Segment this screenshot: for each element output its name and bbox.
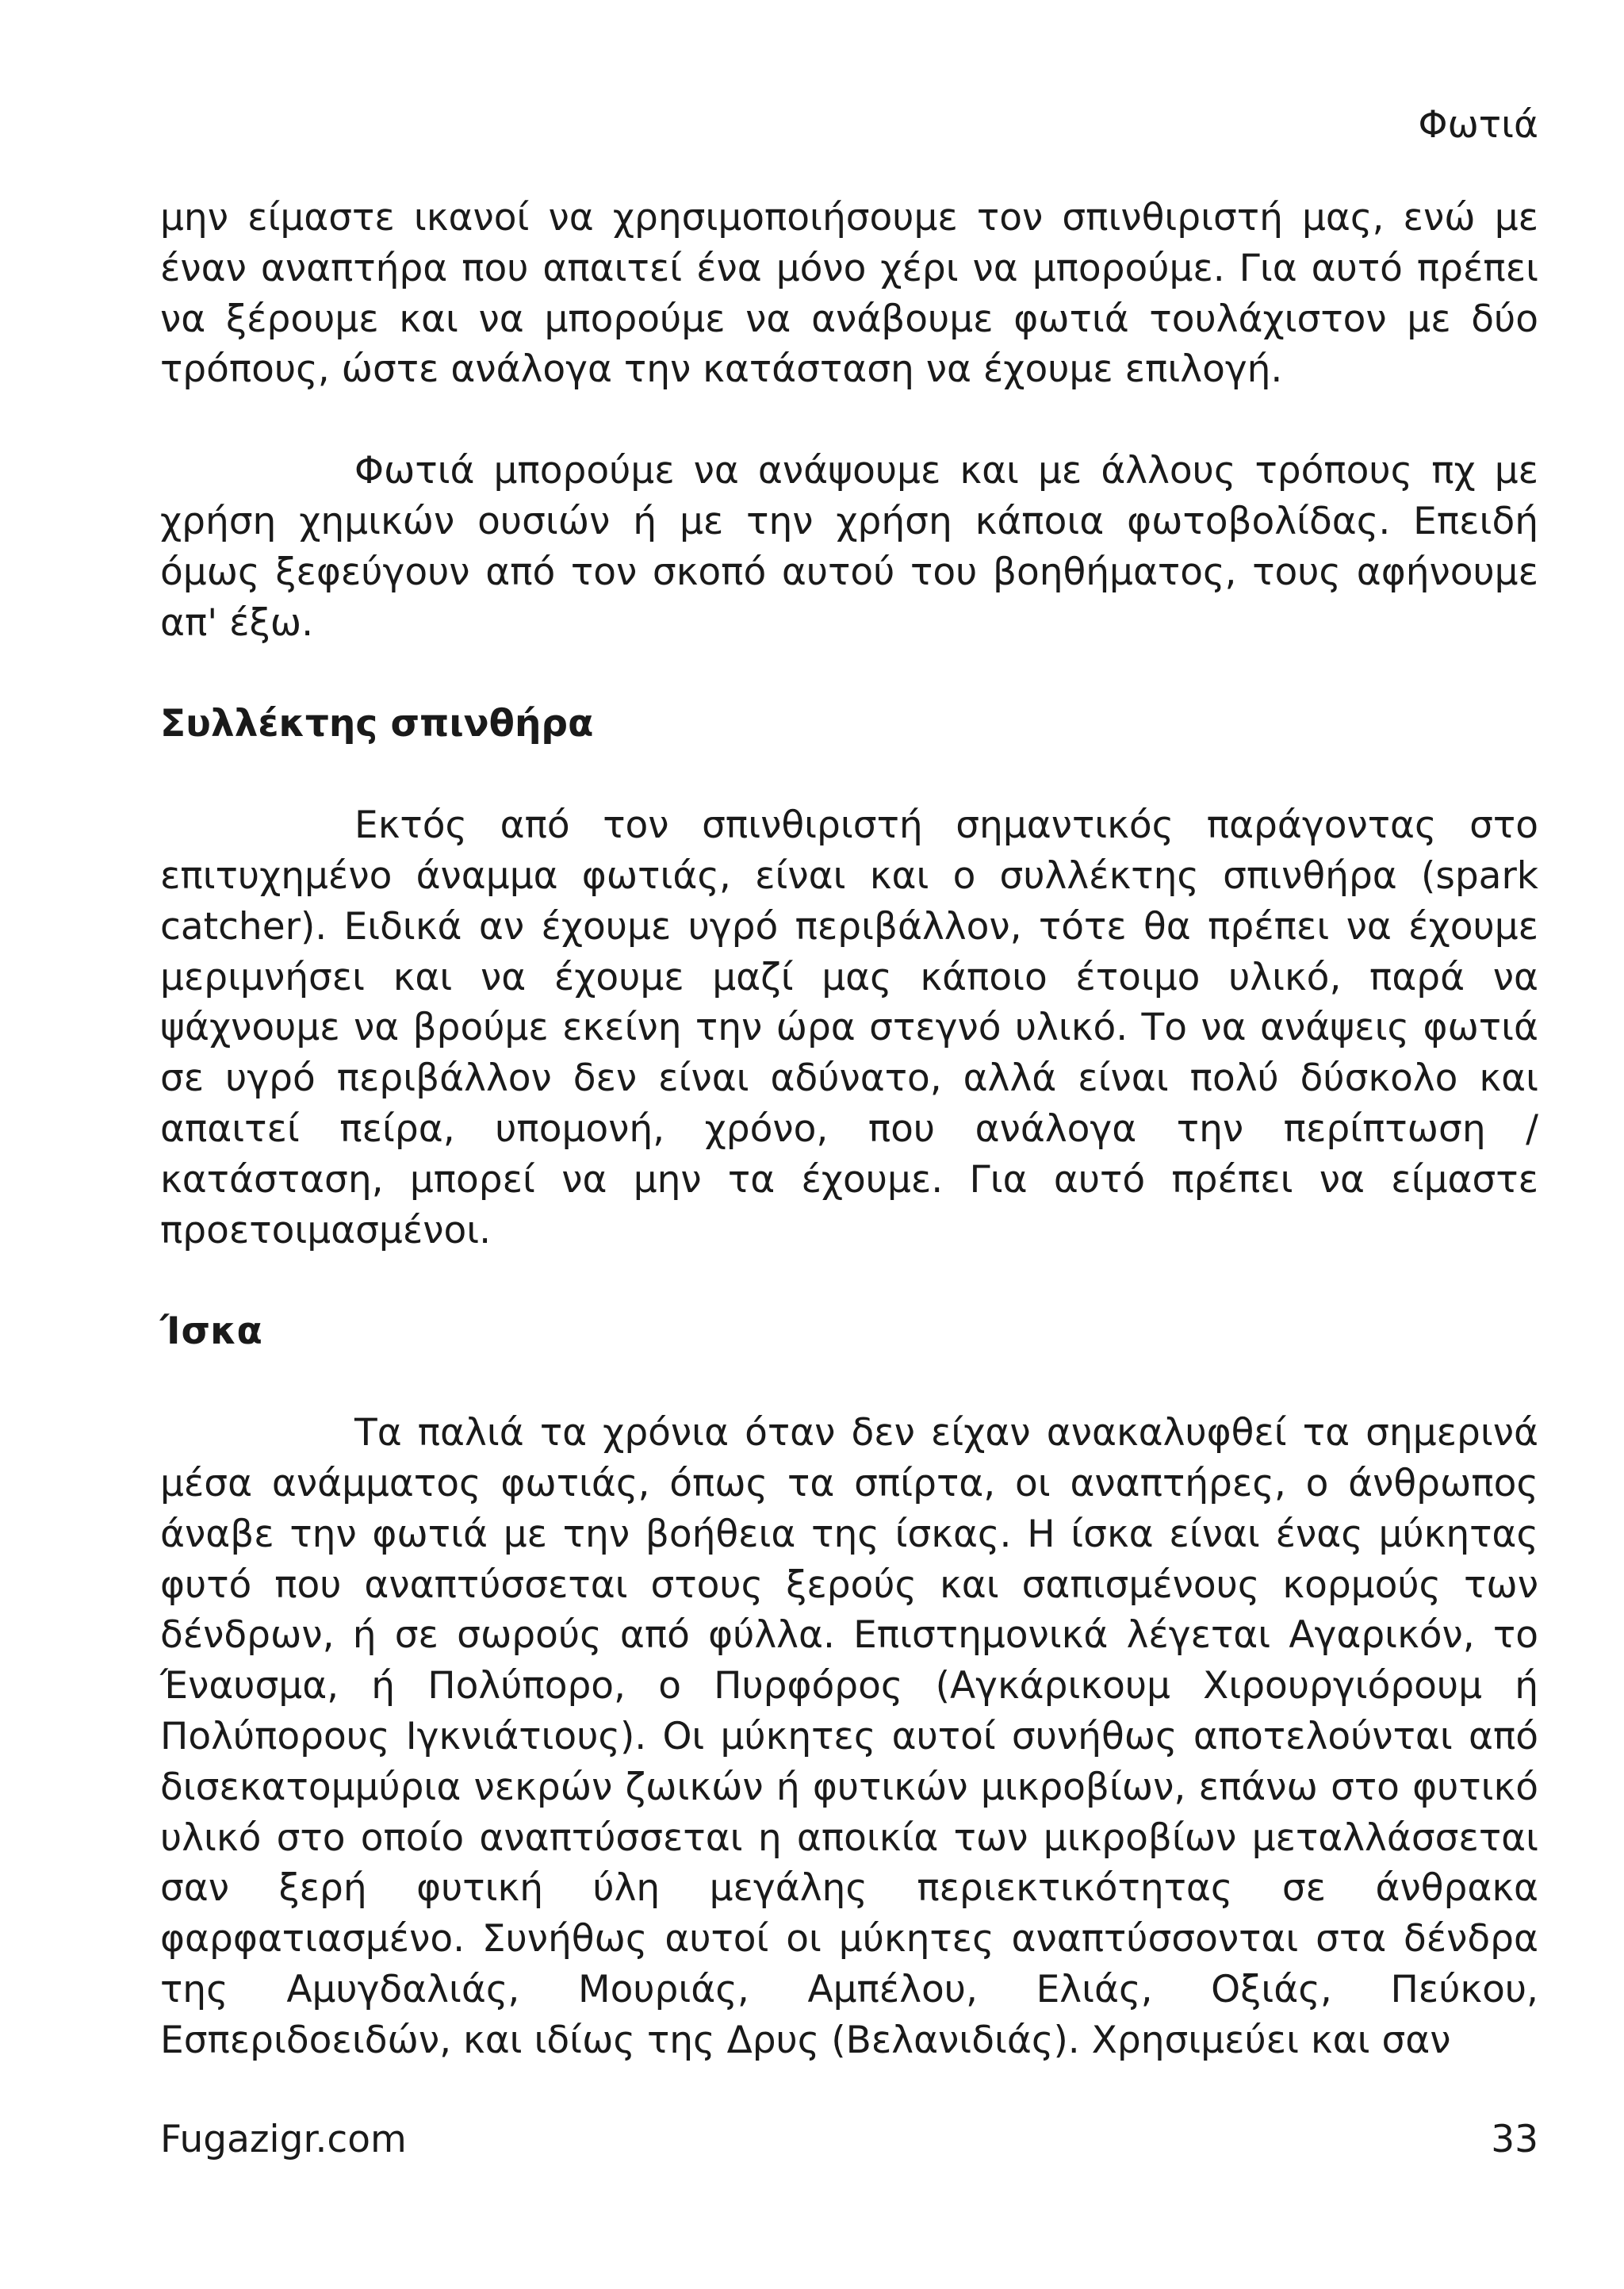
page-number: 33 [1491,2118,1538,2161]
paragraph-continuation: μην είμαστε ικανοί να χρησιμοποιήσουμε τον σπινθιριστή μας, ενώ με έναν αναπτήρα που απαιτεί ένα μόνο χέρι να μπορούμε. Για αυτό πρέπει να ξέρουμε και να μπορούμε να ανάβουμε φωτιά τουλάχιστον με δύο τρόπους, ώστε ανάλογα την κατάσταση να έχουμε επιλογή. [160,196,1538,392]
paragraph-iska: Τα παλιά τα χρόνια όταν δεν είχαν ανακαλυφθεί τα σημερινά μέσα ανάμματος φωτιάς, όπως τα σπίρτα, οι αναπτήρες, ο άνθρωπος άναβε την φωτιά με την βοήθεια της ίσκας. Η ίσκα είναι ένας μύκητας φυτό που αναπτύσσεται στους ξερούς και σαπισμένους κορμούς των δένδρων, ή σε σωρούς από φύλλα. Επιστημονικά λέγεται Αγαρικόν, το Έναυσμα, ή Πολύπορο, ο Πυρφόρος (Αγκάρικουμ Χιρουργιόρουμ ή Πολύπορους Ιγκνιάτιους). Οι μύκητες αυτοί συνήθως αποτελούνται από δισεκατομμύρια νεκρών ζωικών ή φυτικών μικροβίων, επάνω στο φυτικό υλικό στο οποίο αναπτύσσεται η αποικία των μικροβίων μεταλλάσσεται σαν ξερή φυτική ύλη μεγάλης περιεκτικότητας σε άνθρακα φαρφατιασμένο. Συνήθως αυτοί οι μύκητες αναπτύσσονται στα δένδρα της Αμυγδαλιάς, Μουριάς, Αμπέλου, Ελιάς, Οξιάς, Πεύκου, Εσπεριδοειδών, και ιδίως της Δρυς (Βελανιδιάς). Χρησιμεύει και σαν [160,1411,1538,2062]
section-heading-spark-catcher: Συλλέκτης σπινθήρα [160,702,594,746]
running-header: Φωτιά [1418,103,1538,147]
page-body [160,193,1538,2066]
paragraph-other-methods: Φωτιά μπορούμε να ανάψουμε και με άλλους τρόπους πχ με χρήση χημικών ουσιών ή με την χρήση κάποια φωτοβολίδας. Επειδή όμως ξεφεύγουν από τον σκοπό αυτού του βοηθήματος, τους αφήνουμε απ' έξω. [160,449,1538,645]
footer-site-name: Fugazigr.com [160,2118,407,2161]
section-heading-iska: Ίσκα [160,1309,262,1354]
paragraph-spark-catcher: Εκτός από τον σπινθιριστή σημαντικός παράγοντας στο επιτυχημένο άναμμα φωτιάς, είναι και ο συλλέκτης σπινθήρα (spark catcher). Ειδικά αν έχουμε υγρό περιβάλλον, τότε θα πρέπει να έχουμε μεριμνήσει και να έχουμε μαζί μας κάποιο έτοιμο υλικό, παρά να ψάχνουμε να βρούμε εκείνη την ώρα στεγνό υλικό. Το να ανάψεις φωτιά σε υγρό περιβάλλον δεν είναι αδύνατο, αλλά είναι πολύ δύσκολο και απαιτεί πείρα, υπομονή, χρόνο, που ανάλογα την περίπτωση / κατάσταση, μπορεί να μην τα έχουμε. Για αυτό πρέπει να είμαστε προετοιμασμένοι. [160,803,1538,1252]
